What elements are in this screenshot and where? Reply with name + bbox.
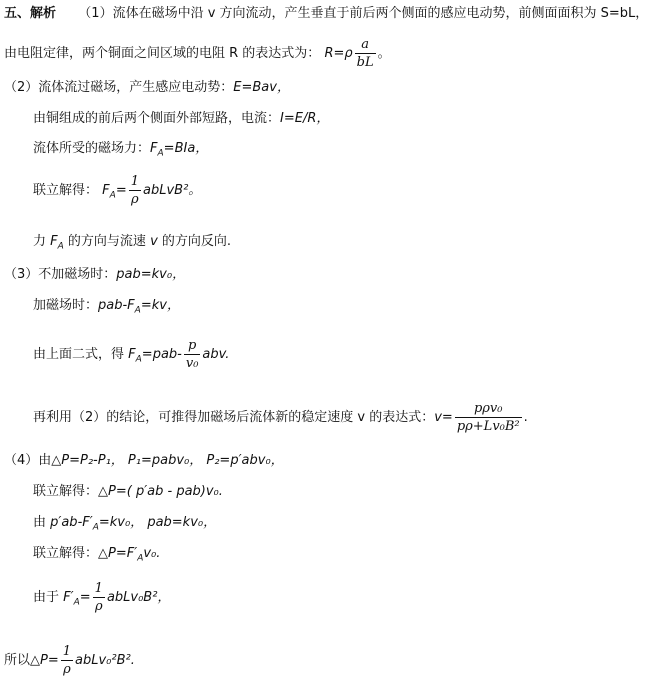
part3-result [33,400,528,435]
part2-head-text: （2）流体流过磁场，产生感应电动势： [4,80,234,95]
part1-intro: （1）流体在磁场中沿 v 方向流动，产生垂直于前后两个侧面的感应电动势，前侧面面积为 S=bL， [78,6,649,21]
resistance-end: 。 [377,46,391,61]
current-text: 由铜组成的前后两个侧面外部短路，电流： [33,111,281,126]
by-text: 由 [33,515,51,530]
solve2-text: 联立解得： [33,546,99,561]
solution-line-1 [4,5,648,23]
part4-final [4,643,135,678]
result-denominator: pρ+Lv₀B² [456,419,520,434]
part2-solve [33,173,201,208]
since-denominator: ρ [94,599,103,614]
final-text: 所以 [4,653,31,668]
combine-lhs: $F_A=pab-$ [128,347,182,365]
solution-line-2 [4,36,391,71]
part2-current [33,110,329,128]
result-numerator: pρv₀ [455,400,522,418]
result-fraction [455,400,522,435]
resistance-fraction [355,36,376,71]
direction-text-b: 的方向与流速 [63,234,151,249]
combine-denominator: v₀ [185,356,199,371]
part3-head-text: （3）不加磁场时： [4,267,117,282]
combine-rhs: abv. [202,347,230,362]
resistance-denominator: bL [356,55,374,70]
part2-direction [33,233,231,256]
since-rhs: abLv₀B²， [106,590,171,605]
final-denominator: ρ [63,662,71,677]
field-equation: pab-$F_A=kv$， [98,298,180,316]
force-equation: $F_A=BIa$， [150,141,209,159]
solve-denominator: ρ [131,192,139,207]
part3-head [4,266,185,284]
final-numerator: 1 [62,644,72,659]
since-lhs: $F'_A=$ [63,590,91,608]
direction-velocity: v [150,234,158,249]
section-title: 五、解析 [4,6,57,21]
combine-text: 由上面二式，得 [33,347,129,362]
part4-solve2 [33,545,160,568]
part2-head [4,79,290,97]
emf-equation: E=Bav， [233,80,290,95]
pressure-equations: △P=P₂-P₁， P₁=pabv₀， P₂=p′abv₀， [51,453,284,468]
since-numerator: 1 [94,581,103,596]
resistance-lhs: R=ρ [324,46,353,61]
part3-combine [33,337,229,372]
direction-text-c: 的方向反向. [157,234,232,249]
result-text: 再利用（2）的结论，可推得加磁场后流体新的稳定速度 v 的表达式： [33,410,435,425]
solve-numerator: 1 [130,174,139,189]
solve-fraction [129,173,141,208]
solve-lhs: $F_A=$ [102,183,127,201]
part1-resistance-text: 由电阻定律，两个铜面之间区域的电阻 R 的表达式为： [4,46,321,61]
part4-solve1 [33,483,223,501]
part4-head-text: （4）由 [4,453,52,468]
solve1-equation: △P=( p′ab - pab)v₀. [98,484,223,499]
final-rhs: abLv₀²B². [75,653,135,668]
current-equation: I=E/R， [280,111,330,126]
force-text: 流体所受的磁场力： [33,141,151,156]
combine-numerator: p [184,337,201,355]
since-text: 由于 [33,590,64,605]
by-equation: $p'ab-F'_A=kv_0$， pab=kv₀， [50,515,217,533]
part4-head [4,452,284,470]
result-end: . [523,410,528,425]
part2-force [33,140,208,163]
combine-fraction [184,337,201,372]
part3-field [33,297,180,320]
solve-rhs: abLvB²。 [143,183,202,198]
solve-text: 联立解得： [33,183,99,198]
part4-since [33,580,170,615]
solve1-text: 联立解得： [33,484,99,499]
result-lhs: v= [434,410,453,425]
part4-by [33,514,216,537]
field-text: 加磁场时： [33,298,99,313]
since-fraction [93,580,105,615]
solve2-equation: $\triangle P=F'_Av_0$. [98,546,161,564]
no-field-equation: pab=kv₀， [116,267,186,282]
direction-text-a: 力 [33,234,51,249]
final-lhs: △P= [30,653,59,668]
resistance-numerator: a [355,36,376,54]
direction-force: $F_A$ [50,234,64,252]
final-fraction [61,643,73,678]
